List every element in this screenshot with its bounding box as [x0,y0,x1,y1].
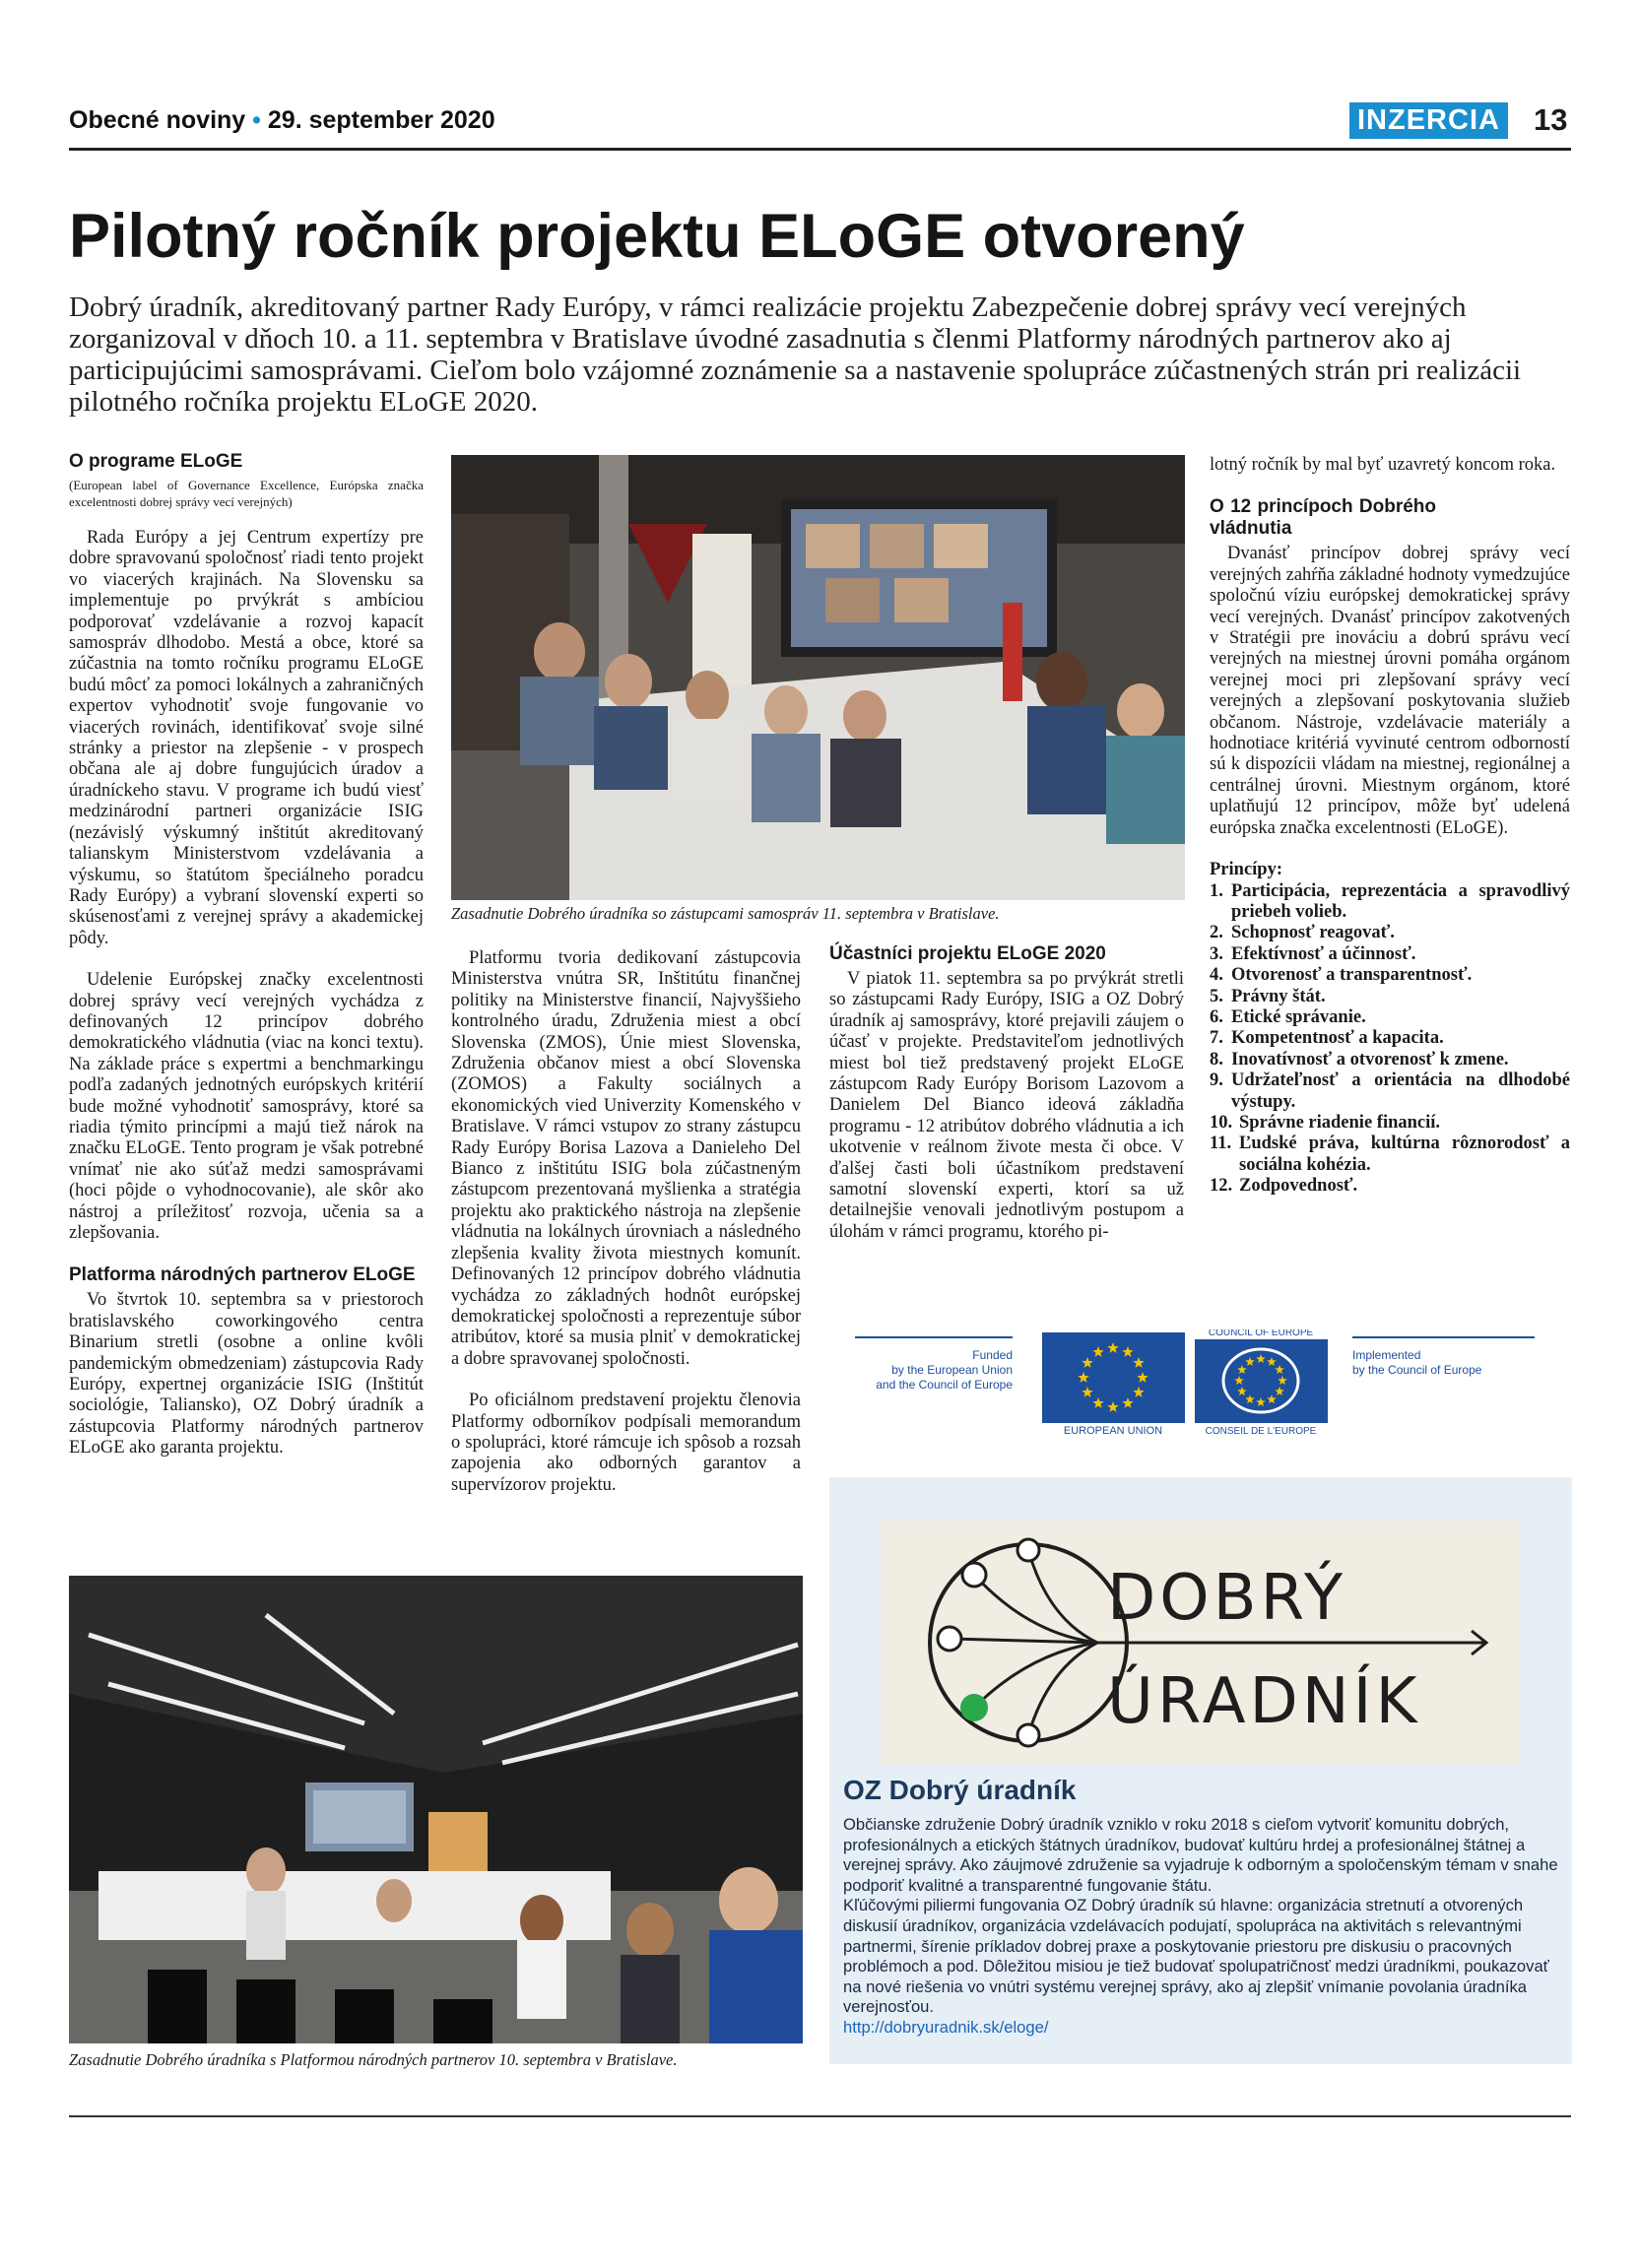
paragraph: Platformu tvoria dedikovaní zástupcovia Ministerstva vnútra SR, Inštitútu finančnej politiky na Ministerstve financií, Najvyššieho kontrolného úradu, Združenia miest a obcí Slovenska (ZMOS), Únie miest Slovenska, Združenia občanov miest a obcí Slovenska (ZOMOS) a Fakulty sociálnych a ekonomických vied Univerzity Komenského v Bratislave. V rámci vstupov zo strany zástupcu Rady Európy Borisa Lazova a Danieleho Del Bianco z inštitútu ISIG bola zúčastneným zástupcom prezentovaná myšlienka a stratégia projektu ako praktického nástroja na zlepšenie vládnutia na lokálnych úrovniach a následného zlepšenia kvality života miestnych komunít. Definovaných 12 princípov dobrého vládnutia vychádza zo základných hodnôt európskej demokratickej spoločnosti a reprezentuje súbor atribútov, ktoré sa musia plniť v demokratickej a dobre spravovanej spoločnosti. [451,948,801,1369]
principle-item [1210,1007,1570,1028]
dobry-uradnik-logo [881,1521,1520,1765]
principle-text: Etické správanie. [1231,1006,1366,1027]
article-title: Pilotný ročník projektu ELoGE otvorený [69,202,1245,271]
principle-text: Participácia, reprezentácia a spravodlivý priebeh volieb. [1231,880,1570,922]
principle-number: 9. [1210,1070,1223,1091]
header-rule [69,148,1571,151]
photo1-caption: Zasadnutie Dobrého úradníka so zástupcami samospráv 11. septembra v Bratislave. [451,904,1000,923]
funded-line3: and the Council of Europe [876,1378,1013,1392]
principle-item [1210,1176,1570,1197]
principle-text: Inovatívnosť a otvorenosť k zmene. [1231,1049,1509,1069]
box-paragraph: Občianske združenie Dobrý úradník vzniklo v roku 2018 s cieľom vytvoriť komunitu dobrých, profesionálnych a etických štátnych úradníkov, budovať kultúru hrdej a profesionálnej štátnej a verejnej správy. Ako záujmové združenie sa vyjadruje k odborným a spoločenským témam v snahe podporiť kvalitné a transparentné fungovanie štátu. [843,1815,1558,1895]
box-title: OZ Dobrý úradník [843,1775,1077,1805]
paragraph: Dvanásť princípov dobrej správy vecí verejných zahŕňa základné hodnoty vymedzujúce spoločnú víziu európskej demokratickej správy vecí verejných. Dvanásť princípov zakotvených v Stratégii pre inováciu a dobrú správu vecí verejných na miestnej úrovni pomáha orgánom verejnej moci pri zlepšovaní správy vecí verejných a zlepšovaní poskytovania služieb občanom. Nástroje, vzdelávacie materiály a hodnotiace kritériá vyvinuté centrom odborností sú k dispozícii vládam na miestnej, regionálnej a centrálnej úrovni. Miestnym orgánom, ktoré uplatňujú 12 princípov, môže byť udelená európska značka excelentnosti (ELoGE). [1210,544,1570,838]
principle-number: 6. [1210,1006,1223,1027]
heading-platforma: Platforma národných partnerov ELoGE [69,1264,416,1286]
paragraph: Rada Európy a jej Centrum expertízy pre dobre spravovanú spoločnosť riadi tento projekt vo viacerých krajinách. Na Slovensku sa implementuje po prvýkrát s ambíciou podporovať vzdelávanie a rozvoj kapacít samospráv dlhodobo. Mestá a obce, ktoré sa zúčastnia na tomto ročníku programu ELoGE budú môcť za pomoci lokálnych a zahraničných expertov vyhodnotiť svoje fungovanie vo viacerých rovinách, identifikovať svoje silné stránky a priestor na zlepšenie - v prospech občana ale aj dobre fungujúcich úradov a úradníckeho stavu. V programe ich budú viesť medzinárodní partneri organizácie ISIG (nezávislý výskumný inštitút akreditovaný talianskym Ministerstvom vzdelávania a výskumu, so štatútom špeciálneho poradcu Rady Európy) a vybraní slovenskí experti so skúsenosťami z verejnej správy a akademickej pôdy. [69,528,424,948]
principle-item [1210,1070,1570,1113]
logo-word-uradnik: ÚRADNÍK [1107,1665,1421,1738]
logo-word-dobry: DOBRÝ [1107,1562,1347,1635]
paragraph: Po oficiálnom predstavení projektu členovia Platformy odborníkov podpísali memorandum o spolupráci, ktoré rámcuje ich spôsob a rozsah zapojenia ako odborných garantov a supervízorov projektu. [451,1391,801,1495]
column-2 [451,948,801,1517]
principle-text: Kompetentnosť a kapacita. [1231,1028,1444,1049]
principle-item [1210,1113,1570,1134]
column-1 [69,451,424,1480]
column-3 [829,943,1184,1264]
principle-number: 10. [1210,1112,1233,1133]
principle-text: Efektívnosť a účinnosť. [1231,943,1416,964]
coe-flag-icon [1195,1339,1328,1423]
footer-rule [69,2115,1571,2117]
principle-item [1210,987,1570,1007]
header-separator: • [252,106,261,134]
dobry-uradnik-box [829,1477,1572,2064]
paragraph: Vo štvrtok 10. septembra sa v priestoroch bratislavského coworkingového centra Binarium stretli (osobne a online kvôli pandemickým obmedzeniam) zástupcovia Rady Európy, expertnej organizácie ISIG (Inštitút sociológie, Taliansko), OZ Dobrý úradník a zástupcovia Platformy národných partnerov ELoGE ako garanta projektu. [69,1290,424,1458]
funded-line2: by the European Union [891,1363,1013,1377]
coe-bottom-label: CONSEIL DE L'EUROPE [1205,1426,1317,1437]
principle-number: 5. [1210,986,1223,1006]
principle-text: Otvorenosť a transparentnosť. [1231,965,1473,986]
principle-number: 2. [1210,923,1223,943]
heading-12-principov: O 12 princípoch Dobrého vládnutia [1210,496,1436,540]
funded-line1: Funded [972,1348,1013,1362]
principle-number: 11. [1210,1134,1232,1154]
paragraph: Udelenie Európskej značky excelentnosti dobrej správy vecí verejných vychádza z definovaných 12 princípov dobrého demokratického vládnutia (viac na konci textu). Na základe práce s expertmi a benchmarkingu podľa zadaných jednotných európskych kritérií bude možné vyhodnotiť samosprávy, ktoré sa riadia týmito princípmi a majú tiež nárok na značku ELoGE. Tento program je však potrebné vnímať nie ako súťaž medzi samosprávami (hoci pôjde o vyhodnocovanie), ale skôr ako nástroj a príležitosť rozvoja, učenia sa a zlepšovania. [69,970,424,1243]
implemented-line1: Implemented [1352,1348,1421,1362]
principle-item [1210,923,1570,943]
coe-top-label: COUNCIL OF EUROPE [1208,1329,1314,1338]
paragraph: lotný ročník by mal byť uzavretý koncom roka. [1210,455,1556,475]
principle-text: Správne riadenie financií. [1239,1112,1441,1133]
publication-line [69,106,495,135]
principle-item [1210,1050,1570,1070]
photo-meeting-platforma [69,1576,803,2043]
principle-number: 1. [1210,880,1223,901]
implemented-line2: by the Council of Europe [1352,1363,1482,1377]
eloge-note: (European label of Governance Excellence, Európska značka excelentnosti dobrej správy vecí verejných) [69,478,424,509]
principles-list [1210,881,1570,1198]
column-4 [1210,455,1570,1198]
principle-number: 4. [1210,965,1223,986]
photo2-caption: Zasadnutie Dobrého úradníka s Platformou národných partnerov 10. septembra v Bratislave. [69,2050,678,2069]
photo-meeting-samospravy [451,455,1185,900]
publication-name: Obecné noviny [69,106,246,134]
article-lead: Dobrý úradník, akreditovaný partner Rady Európy, v rámci realizácie projektu Zabezpečenie dobrej správy vecí verejných zorganizoval v dňoch 10. a 11. septembra v Bratislave úvodné zasadnutia s členmi Platformy národných partnerov ako aj participujúcimi samosprávami. Cieľom bolo vzájomné zoznámenie sa a nastavenie spolupráce zúčastnených strán pri realizácii pilotného ročníka projektu ELoGE 2020. [69,292,1522,418]
principle-number: 12. [1210,1176,1233,1197]
eu-label: EUROPEAN UNION [1063,1425,1163,1437]
principle-item [1210,944,1570,965]
heading-o-programe: O programe ELoGE [69,451,243,472]
page-header [69,102,1571,146]
website-link[interactable]: http://dobryuradnik.sk/eloge/ [843,2017,1049,2037]
principle-number: 3. [1210,943,1223,964]
principle-item [1210,1028,1570,1049]
funding-logos [855,1329,1544,1438]
heading-ucastnici: Účastníci projektu ELoGE 2020 [829,943,1106,964]
principle-text: Právny štát. [1231,986,1326,1006]
paragraph: V piatok 11. septembra sa po prvýkrát stretli so zástupcami Rady Európy, ISIG a OZ Dobrý úradník aj samosprávy, ktoré prejavili záujem o účasť v projekte. Predstaviteľom jednotlivých miest bol tiež predstavený projekt ELoGE zástupcom Rady Európy Borisom Lazovom a Danielem Del Bianco ideová základňa programu - 12 atribútov dobrého vládnutia a ich ukotvenie v reálnom živote mesta či obce. V ďalšej časti boli účastníkom predstavení samotní slovenskí experti, ktorí sa už detailnejšie venovali jednotlivým postupom a úlohám v rámci programu, ktorého pi- [829,969,1184,1242]
principle-text: Schopnosť reagovať. [1231,923,1395,943]
principle-text: Udržateľnosť a orientácia na dlhodobé výstupy. [1231,1070,1570,1112]
principles-label: Princípy: [1210,860,1282,880]
section-badge: INZERCIA [1349,102,1508,139]
principle-item [1210,965,1570,986]
box-paragraph: Kľúčovými piliermi fungovania OZ Dobrý úradník sú hlavne: organizácia stretnutí a otvorených diskusií úradníkov, organizácia vzdelávacích podujatí, spolupráca na aktivitách s relevantnými partnermi, šírenie príkladov dobrej praxe a poskytovanie priestoru pre diskusiu o pracovných problémoch a pod. Dôležitou misiou je tiež budovať spolupatričnosť medzi úradníkmi, poukazovať na nové riešenia vo vnútri systému verejnej správy, ako aj zlepšiť vnímanie povolania úradníka verejnosťou. [843,1896,1549,2017]
principle-text: Zodpovednosť. [1239,1176,1358,1197]
principle-number: 8. [1210,1049,1223,1069]
publication-date: 29. september 2020 [267,106,495,134]
principle-item [1210,881,1570,924]
principle-number: 7. [1210,1028,1223,1049]
principle-item [1210,1134,1570,1176]
principle-text: Ľudské práva, kultúrna rôznorodosť a sociálna kohézia. [1239,1134,1570,1175]
box-text [843,1815,1562,2039]
page-number: 13 [1534,102,1568,137]
